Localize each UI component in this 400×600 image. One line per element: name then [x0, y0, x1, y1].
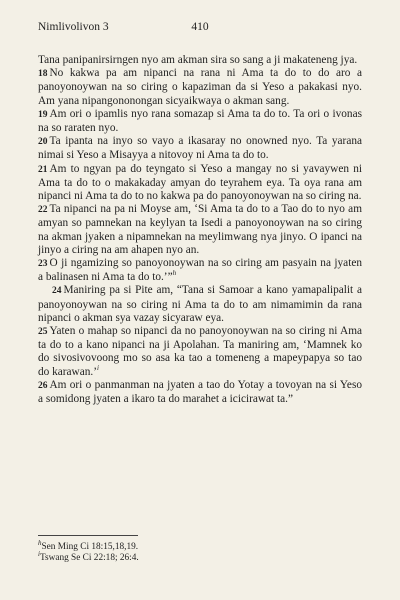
verse-text: Am ori o panmanman na jyaten a tao do Yotay a tovoyan na si Yeso a somidong jyaten a ikaro ta do marahet a icicirawat ta.” — [38, 378, 362, 406]
verse-text: Am to ngyan pa do teyngato si Yeso a mangay no si yavaywen ni Ama ta do to o makakaday amyan do teyrahem eya. Ta oya rana am nipanci ni Ama ta do to no kakwa pa do panoyonoywan na so ciring na. — [38, 162, 362, 203]
verse-number: 19 — [38, 109, 48, 120]
verse — [38, 108, 362, 135]
verse — [38, 163, 362, 204]
verse-text: Yaten o mahap so nipanci da no panoyonoywan na so ciring ni Ama ta do to a kano nipanci na ji Apolahan. Ta maniring am, ‘Mamnek ko do sivosivovoong mo so asa ka tao a tomeneng a mapeypapya so tao do karawan.’ — [38, 325, 362, 378]
verse-text: O ji ngamizing so panoyonoywan na so ciring am pasyain na jyaten a balinasen ni Ama ta do to.’” — [38, 257, 362, 284]
page-number: 410 — [191, 21, 209, 33]
verse-number: 22 — [38, 205, 48, 216]
footnote-mark: h — [38, 538, 42, 547]
verse — [38, 325, 362, 379]
verse-text: Ta ipanta na inyo so vayo a ikasaray no onowned nyo. Ta yarana nimai si Yeso a Misayya a nitovoy ni Ama ta do to. — [38, 135, 362, 162]
footnotes — [38, 538, 362, 564]
verse — [38, 67, 362, 108]
page-header — [38, 20, 362, 34]
footnote-text: Tswang Se Ci 22:18; 26:4. — [39, 553, 139, 563]
verse — [38, 284, 362, 325]
verse-text: No kakwa pa am nipanci na rana ni Ama ta do to do aro a panoyonoywan na so ciring o kapaziman da si Yeso a pakakasi nyo. Am yana nipangononongan sicyaikwaya o akman sang. — [38, 67, 362, 107]
verse-text: Am ori o ipamlis nyo rana somazap si Ama ta do to. Ta ori o ivonas na so raraten nyo. — [38, 107, 362, 135]
verse-number: 21 — [38, 164, 48, 175]
footnote-mark: i — [38, 549, 40, 558]
footnote-ref[interactable]: h — [172, 269, 177, 278]
footnote — [38, 538, 362, 553]
verse-number: 25 — [38, 327, 48, 338]
verse-text: Maniring pa si Pite am, “Tana si Samoar a kano yamapalipalit a panoyonoywan na so ciring ni Ama ta do to am nimamimin da rana nipanci o akman sya vazay sicyaraw eya. — [38, 284, 362, 324]
paragraph — [38, 54, 362, 67]
verse — [38, 257, 362, 284]
footnote-divider — [38, 535, 138, 536]
verse — [38, 379, 362, 406]
verse-number: 20 — [38, 137, 48, 148]
verse-number: 26 — [38, 380, 48, 391]
footnote-ref[interactable]: i — [96, 363, 99, 372]
verse-number: 24 — [52, 286, 62, 297]
verse-number: 18 — [38, 69, 48, 80]
body-text — [38, 54, 362, 406]
verse — [38, 203, 362, 257]
book-title: Nimlivolivon 3 — [38, 21, 109, 33]
paragraph-text: Tana panipanirsirngen nyo am akman sira so sang a ji makateneng jya. — [38, 54, 358, 66]
verse — [38, 135, 362, 162]
footnote-text: Sen Ming Ci 18:15,18,19. — [41, 542, 139, 552]
verse-text: Ta nipanci na pa ni Moyse am, ‘Si Ama ta do to a Tao do to nyo am amyan so pamnekan na keylyan ta Isedi a panoyonoywan na so ciring na akman jyaken a nipamnekan na meylimwang nya jinyo. O ipanci na jinyo a ciring na am ahapen nyo an. — [38, 203, 362, 256]
footnote — [38, 549, 362, 564]
verse-number: 23 — [38, 259, 48, 270]
